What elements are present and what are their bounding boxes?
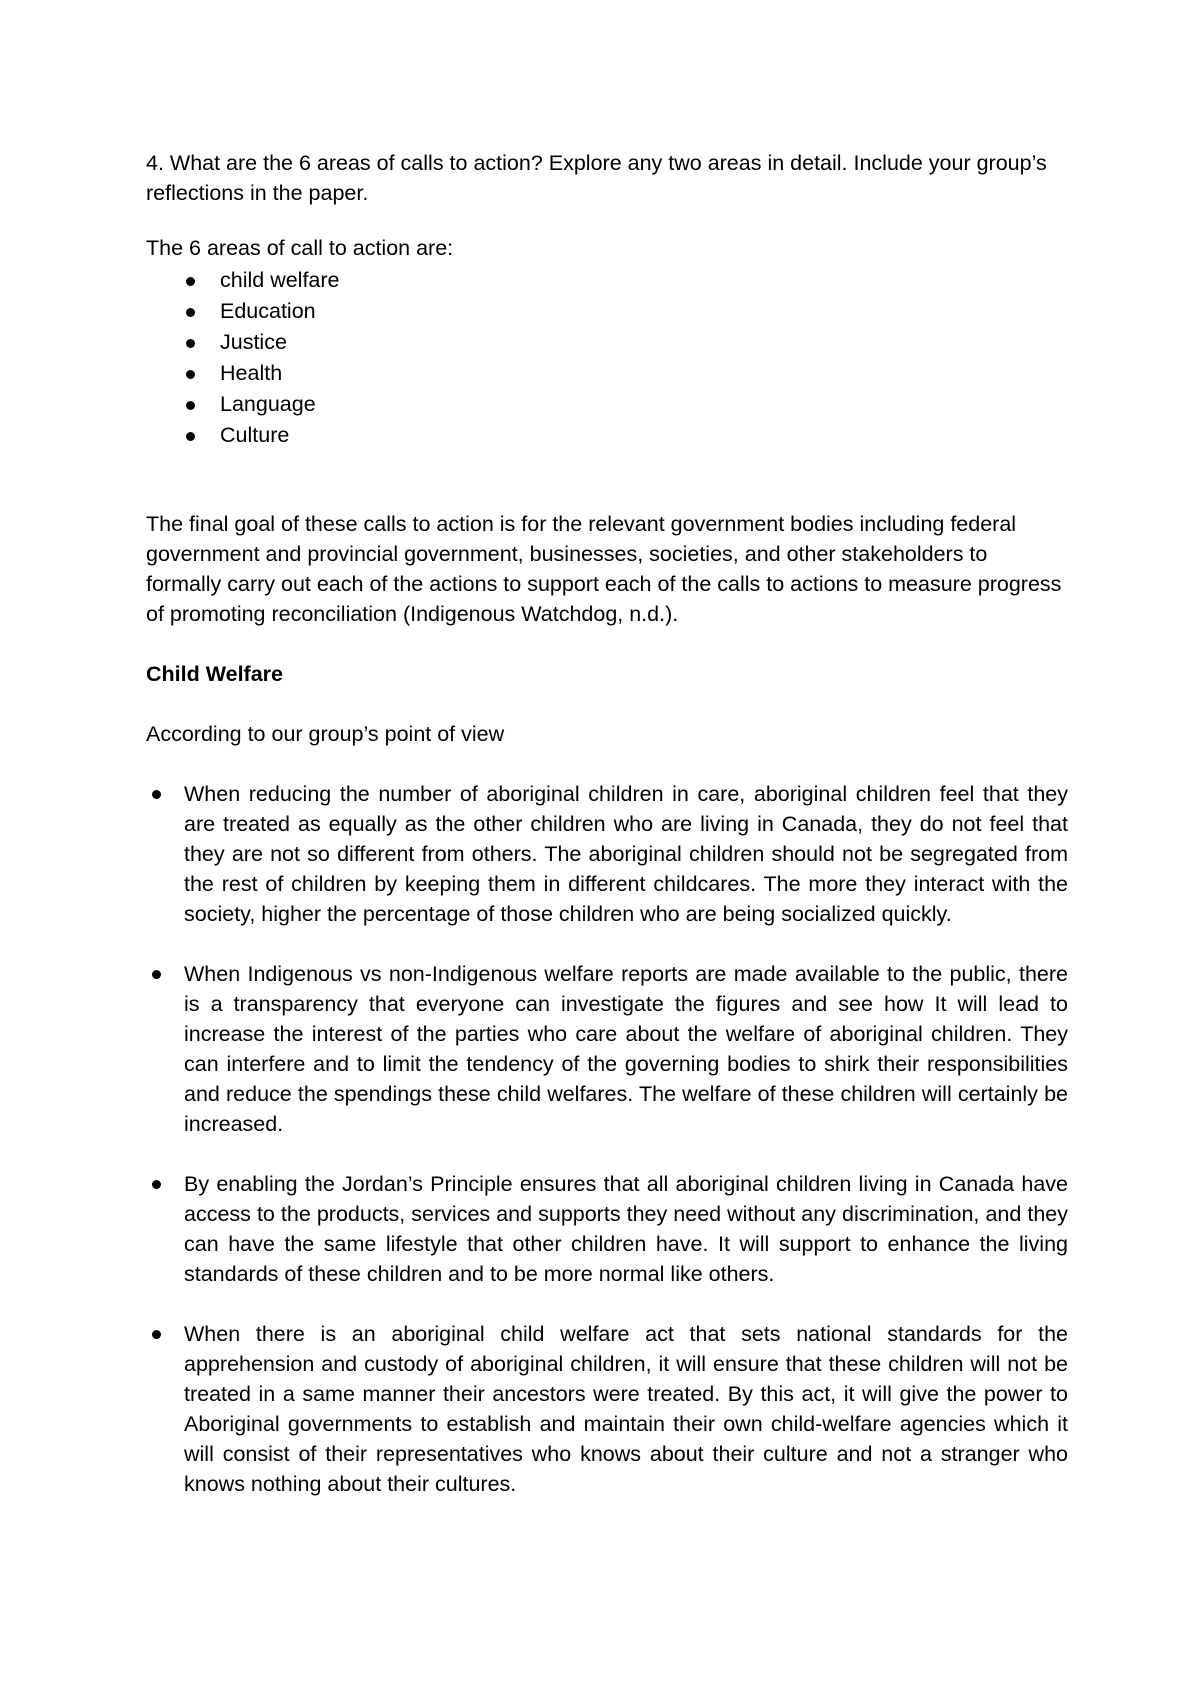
list-item — [146, 779, 1068, 929]
question-text: 4. What are the 6 areas of calls to action? Explore any two areas in detail. Include your group’s reflections in the paper. — [146, 151, 1047, 205]
areas-intro: The 6 areas of call to action are: — [146, 236, 454, 260]
bullet-icon — [186, 401, 195, 410]
point-text: When Indigenous vs non-Indigenous welfare reports are made available to the public, there is a transparency that everyone can investigate the figures and see how It will lead to increase the interest of the parties who care about the welfare of aboriginal children. They can interfere and to limit the tendency of the governing bodies to shirk their responsibilities and reduce the spendings these child welfares. The welfare of these children will certainly be increased. — [184, 962, 1068, 1136]
area-label: Language — [220, 392, 316, 416]
point-text: When there is an aboriginal child welfare act that sets national standards for the apprehension and custody of aboriginal children, it will ensure that these children will not be treated in a same manner their ancestors were treated. By this act, it will give the power to Aboriginal governments to establish and maintain their own child-welfare agencies which it will consist of their representatives who knows about their culture and not a stranger who knows nothing about their cultures. — [184, 1322, 1068, 1496]
bullet-icon — [152, 1330, 161, 1339]
list-item — [182, 358, 340, 389]
list-item — [146, 959, 1068, 1139]
list-item — [182, 420, 340, 451]
bullet-icon — [186, 277, 195, 286]
section-heading: Child Welfare — [146, 662, 283, 686]
area-label: Health — [220, 361, 283, 385]
areas-list — [182, 265, 340, 451]
bullet-icon — [152, 970, 161, 979]
point-text: By enabling the Jordan’s Principle ensures that all aboriginal children living in Canada have access to the products, services and supports they need without any discrimination, and they can have the same lifestyle that other children have. It will support to enhance the living standards of these children and to be more normal like others. — [184, 1172, 1068, 1286]
goal-paragraph: The final goal of these calls to action is for the relevant government bodies including federal government and provincial government, businesses, societies, and other stakeholders to formally carry out each of the actions to support each of the calls to actions to measure progress of promoting reconciliation (Indigenous Watchdog, n.d.). — [146, 512, 1062, 626]
bullet-icon — [186, 339, 195, 348]
reflection-points-list — [146, 779, 1068, 1529]
list-item — [146, 1169, 1068, 1289]
list-item — [182, 327, 340, 358]
list-item — [182, 389, 340, 420]
point-text: When reducing the number of aboriginal children in care, aboriginal children feel that they are treated as equally as the other children who are living in Canada, they do not feel that they are not so different from others. The aboriginal children should not be segregated from the rest of children by keeping them in different childcares. The more they interact with the society, higher the percentage of those children who are being socialized quickly. — [184, 782, 1068, 926]
bullet-icon — [152, 1180, 161, 1189]
bullet-icon — [186, 308, 195, 317]
area-label: Culture — [220, 423, 290, 447]
list-item — [182, 265, 340, 296]
bullet-icon — [186, 432, 195, 441]
area-label: Justice — [220, 330, 287, 354]
bullet-icon — [186, 370, 195, 379]
area-label: Education — [220, 299, 316, 323]
point-of-view-text: According to our group’s point of view — [146, 722, 505, 746]
list-item — [146, 1319, 1068, 1499]
bullet-icon — [152, 790, 161, 799]
list-item — [182, 296, 340, 327]
area-label: child welfare — [220, 268, 340, 292]
